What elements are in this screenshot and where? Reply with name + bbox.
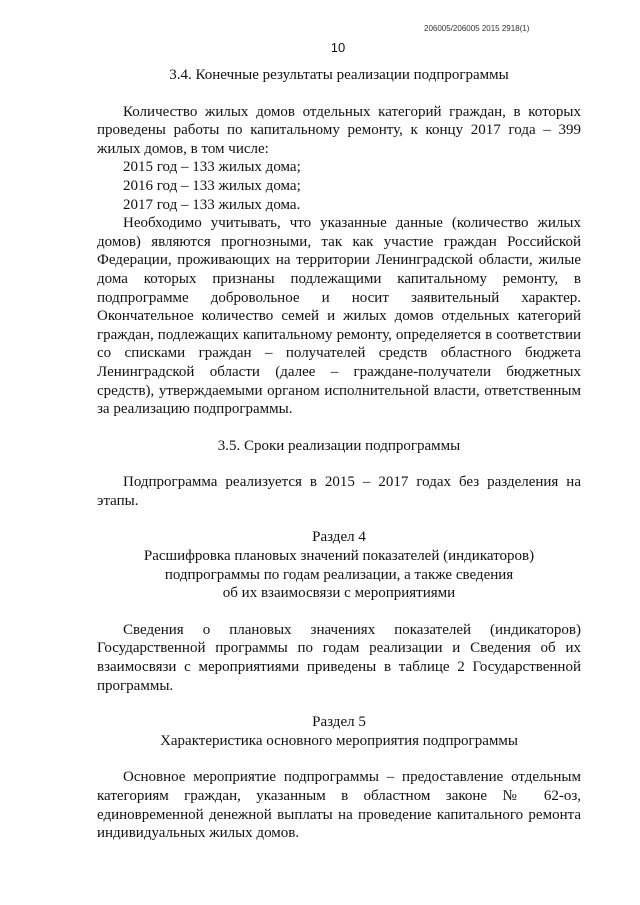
year-2015-line: 2015 год – 133 жилых дома; [123, 159, 301, 176]
page-number: 10 [330, 40, 346, 55]
section-5-title: Характеристика основного мероприятия подпрограммы [160, 732, 518, 749]
section-4-title-line-1: Расшифровка плановых значений показателей (индикаторов) [143, 548, 535, 565]
section-4-text: Сведения о плановых значениях показателей (индикаторов) Государственной программы по годам реализации и Сведения об их взаимосвязи с мероприятиями приведены в таблице 2 Государственной программы. [97, 621, 581, 694]
section-3-5-title: 3.5. Сроки реализации подпрограммы [217, 437, 461, 454]
section-5-text: Основное мероприятие подпрограммы – предоставление отдельным категориям граждан, указанным в областном законе № 62-оз, единовременной денежной выплаты на проведение капитального ремонта индивидуальных жилых домов. [97, 769, 581, 842]
section-3-4-title: 3.4. Конечные результаты реализации подпрограммы [169, 67, 509, 83]
section-3-4-intro: Количество жилых домов отдельных категорий граждан, в которых проведены работы по капитальному ремонту, к концу 2017 года – 399 жилых домов, в том числе: [97, 103, 581, 157]
year-2016-line: 2016 год – 133 жилых дома; [123, 177, 301, 194]
section-4-title-line-3: об их взаимосвязи с мероприятиями [222, 585, 456, 602]
section-5-label: Раздел 5 [312, 714, 366, 731]
document-body [97, 66, 581, 843]
section-3-4-note: Необходимо учитывать, что указанные данные (количество жилых домов) являются прогнозными, так как участие граждан Российской Федерации, проживающих на территории Ленинградской области, жилые дома которых признаны подлежащими капитальному ремонту, в подпрограмме добровольное и носит заявительный характер. Окончательное количество семей и жилых домов отдельных категорий граждан, подлежащих капитальному ремонту, определяется в соответствии со списками граждан – получателей средств областного бюджета Ленинградской области (далее – граждане-получатели бюджетных средств), утверждаемыми органом исполнительной власти, ответственным за реализацию подпрограммы. [97, 215, 581, 418]
section-4-label: Раздел 4 [312, 529, 366, 546]
year-2017-line: 2017 год – 133 жилых дома. [123, 196, 301, 213]
section-4-title-line-2: подпрограммы по годам реализации, а также сведения [164, 566, 514, 583]
document-code: 206005/206005 2015 2918(1) [424, 24, 530, 33]
section-3-5-text: Подпрограмма реализуется в 2015 – 2017 годах без разделения на этапы. [97, 474, 581, 509]
